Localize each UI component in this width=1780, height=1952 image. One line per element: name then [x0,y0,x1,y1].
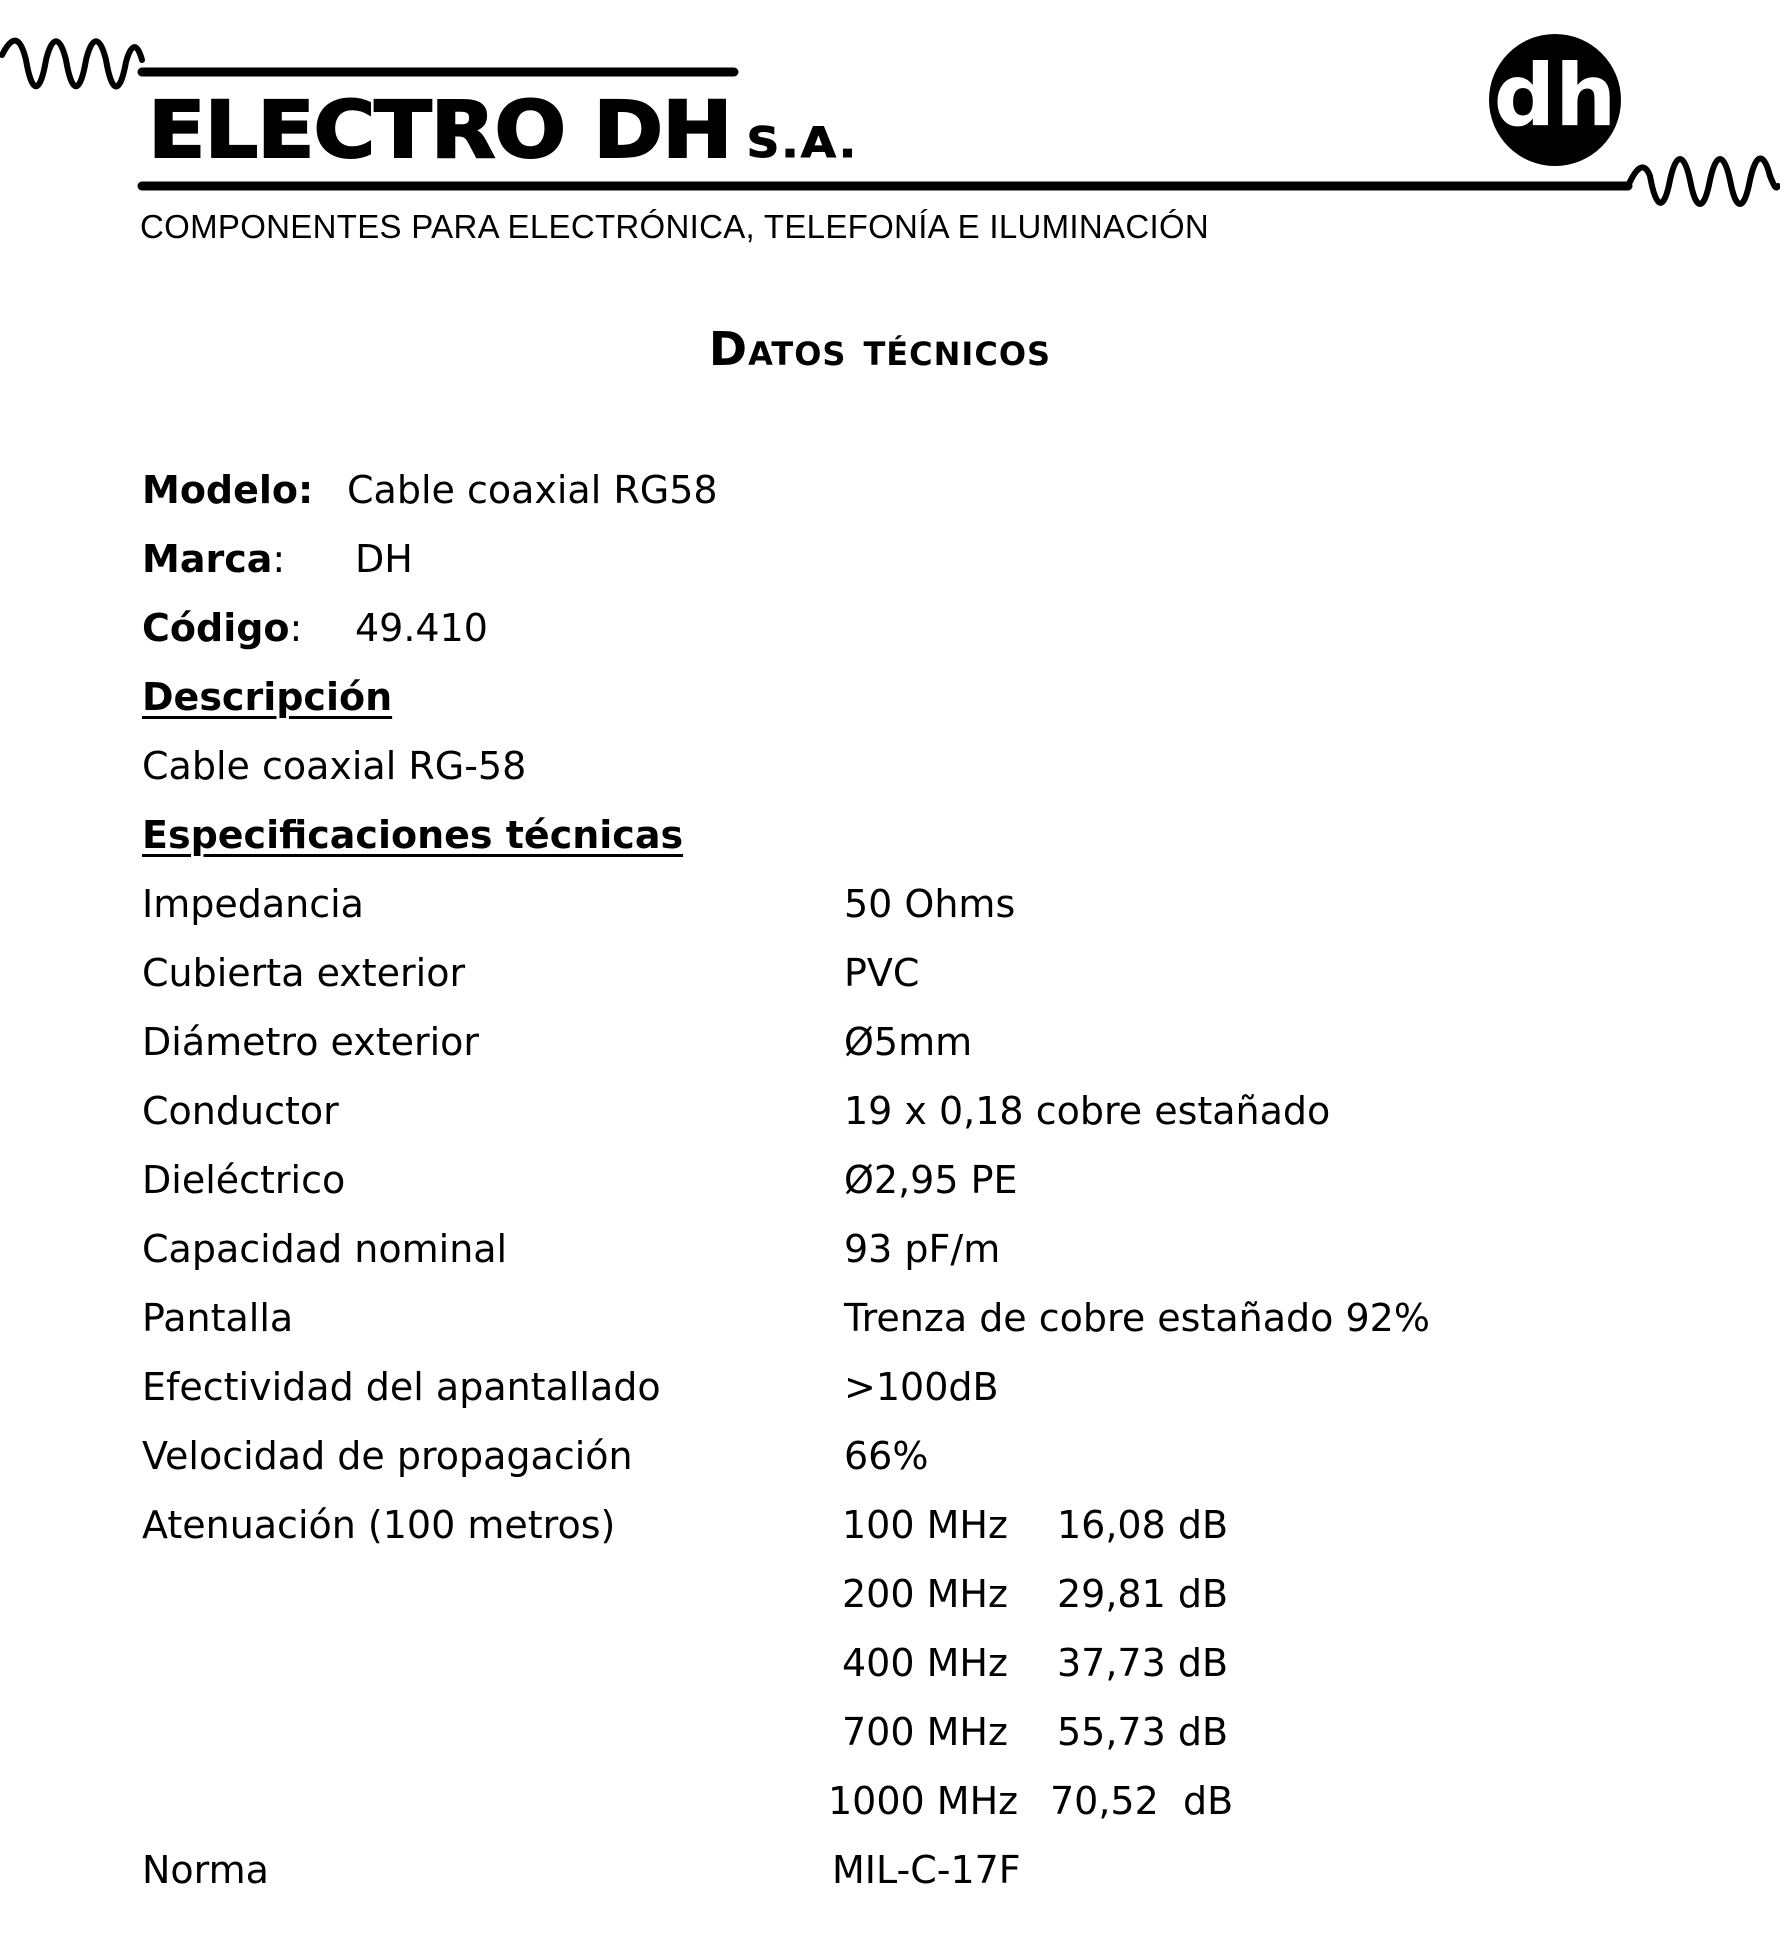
spec-row [142,1353,1702,1422]
field-label: Modelo: [142,468,314,512]
section-heading-descripcion [142,663,1702,732]
field-label: Marca [142,537,273,581]
field-marca [142,525,1702,594]
brand-suffix: S.A. [746,118,859,167]
spec-label: Conductor [142,1089,339,1133]
dh-logo [1489,34,1621,166]
spec-value: Trenza de cobre estañado 92% [844,1296,1430,1340]
spec-row [142,1077,1702,1146]
attenuation-row [142,1629,1702,1698]
brand-text: ELECTRO DH [148,86,732,176]
spec-label: Efectividad del apantallado [142,1365,661,1409]
spec-label: Impedancia [142,882,364,926]
section-heading-especificaciones [142,801,1702,870]
spec-row-norma [142,1836,1702,1905]
spec-row [142,1215,1702,1284]
spec-label: Diámetro exterior [142,1020,480,1064]
spec-row [142,1008,1702,1077]
spec-value: Ø2,95 PE [844,1158,1018,1202]
field-value: DH [355,537,413,581]
attenuation-value: 16,08 dB [1057,1503,1229,1547]
attenuation-value: 37,73 dB [1057,1641,1229,1685]
right-wave-decoration [1628,158,1778,204]
attenuation-value: 29,81 dB [1057,1572,1229,1616]
spec-value: 93 pF/m [844,1227,1001,1271]
attenuation-row [142,1491,1702,1560]
section-heading: Especificaciones técnicas [142,813,684,857]
attenuation-value: 55,73 dB [1057,1710,1229,1754]
spec-label: Norma [142,1848,269,1892]
attenuation-row [142,1767,1702,1836]
page-title: Datos técnicos [708,322,1052,376]
spec-label: Cubierta exterior [142,951,466,995]
spec-table [142,870,1702,1905]
dh-logo-text: dh [1493,46,1617,146]
company-name [148,86,859,176]
field-label: Código [142,606,290,650]
spec-value: 19 x 0,18 cobre estañado [844,1089,1331,1133]
attenuation-label: Atenuación (100 metros) [142,1503,616,1547]
spec-value: 66% [844,1434,929,1478]
attenuation-frequency: 1000 MHz [828,1779,1019,1823]
spec-value: >100dB [844,1365,999,1409]
attenuation-row [142,1560,1702,1629]
field-value: Cable coaxial RG58 [347,468,718,512]
field-modelo [142,456,1702,525]
attenuation-frequency: 100 MHz [842,1503,1008,1547]
spec-label: Pantalla [142,1296,294,1340]
spec-value: Ø5mm [844,1020,973,1064]
datasheet-body [142,456,1702,1905]
spec-value: MIL-C-17F [832,1848,1021,1892]
spec-row [142,1422,1702,1491]
attenuation-row [142,1698,1702,1767]
field-codigo [142,594,1702,663]
description-text [142,732,1702,801]
spec-value: 50 Ohms [844,882,1016,926]
field-value: 49.410 [355,606,488,650]
attenuation-value: 70,52 dB [1050,1779,1234,1823]
spec-row [142,939,1702,1008]
attenuation-frequency: 200 MHz [842,1572,1008,1616]
spec-label: Dieléctrico [142,1158,346,1202]
spec-row [142,1284,1702,1353]
description-value: Cable coaxial RG-58 [142,744,527,788]
spec-row [142,1146,1702,1215]
attenuation-frequency: 400 MHz [842,1641,1008,1685]
spec-row [142,870,1702,939]
field-colon: : [289,606,303,650]
section-heading: Descripción [142,675,393,719]
spec-label: Capacidad nominal [142,1227,508,1271]
attenuation-frequency: 700 MHz [842,1710,1008,1754]
spec-value: PVC [844,951,920,995]
field-colon: : [272,537,286,581]
left-wave-decoration [2,41,142,87]
company-tagline: COMPONENTES PARA ELECTRÓNICA, TELEFONÍA E ILUMINACIÓN [140,208,1210,245]
spec-label: Velocidad de propagación [142,1434,633,1478]
